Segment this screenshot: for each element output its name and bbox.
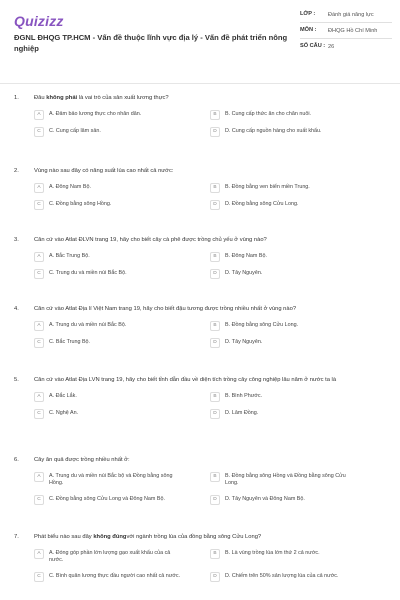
option-letter-badge: C xyxy=(34,127,44,137)
option-text: D. Đồng bằng sông Cửu Long. xyxy=(225,201,299,207)
option-text: D. Tây Nguyên và Đông Nam Bộ. xyxy=(225,495,305,502)
meta-subject-row xyxy=(300,27,392,35)
option-letter-badge: C xyxy=(34,572,44,582)
option-text: C. Đồng bằng sông Hồng. xyxy=(49,201,112,207)
answer-options xyxy=(34,473,386,505)
question-header xyxy=(0,167,400,175)
meta-count-label: SỐ CÂU : xyxy=(300,43,326,49)
option-text: D. Chiếm trên 50% sản lượng lúa của cả nước. xyxy=(225,572,339,579)
answer-options xyxy=(34,253,386,279)
option-text: A. Đóng góp phần lớn lượng gạo xuất khẩu của cả nước. xyxy=(49,550,171,564)
answer-options xyxy=(34,322,386,348)
question-text: Cây ăn quả được trồng nhiều nhất ở: xyxy=(34,457,130,463)
meta-count-value: 26 xyxy=(328,44,335,50)
meta-divider xyxy=(300,38,392,39)
meta-count-row xyxy=(300,43,392,51)
question-2 xyxy=(0,167,400,236)
question-number: 4. xyxy=(14,306,19,312)
option-text: C. Bắc Trung Bộ. xyxy=(49,339,91,345)
option-text: D. Tây Nguyên. xyxy=(225,270,263,276)
option-text: B. Bình Phước. xyxy=(225,393,263,399)
answer-option-b[interactable] xyxy=(210,322,386,331)
question-number: 7. xyxy=(14,534,19,540)
option-text: A. Bắc Trung Bộ. xyxy=(49,253,90,259)
answer-option-a[interactable] xyxy=(34,253,210,262)
answer-option-c[interactable] xyxy=(34,201,210,210)
option-text: C. Nghệ An. xyxy=(49,410,79,416)
question-header xyxy=(0,376,400,384)
meta-divider xyxy=(300,22,392,23)
option-letter-badge: C xyxy=(34,269,44,279)
answer-options xyxy=(34,550,386,582)
question-header xyxy=(0,533,400,541)
option-letter-badge: B xyxy=(210,183,220,193)
option-letter-badge: A xyxy=(34,321,44,331)
option-letter-badge: B xyxy=(210,321,220,331)
question-text: Phát biểu nào sau đây không đúngvới ngành trồng lúa của đồng bằng sông Cửu Long? xyxy=(34,534,262,540)
option-letter-badge: B xyxy=(210,110,220,120)
option-text: C. Đồng bằng sông Cửu Long và Đông Nam Bộ. xyxy=(49,495,165,502)
option-letter-badge: D xyxy=(210,338,220,348)
option-letter-badge: D xyxy=(210,495,220,505)
option-letter-badge: B xyxy=(210,472,220,482)
question-number: 5. xyxy=(14,377,19,383)
option-text: B. Đồng bằng sông Cửu Long. xyxy=(225,322,299,328)
question-3 xyxy=(0,236,400,305)
question-text: Căn cứ vào Atlat Địa lí Việt Nam trang 19, hãy cho biết đậu tương được trồng nhiều nhất ở vùng nào? xyxy=(34,306,297,312)
option-text: C. Bình quân lương thực đầu người cao nhất cả nước. xyxy=(49,572,181,579)
answer-option-c[interactable] xyxy=(34,128,210,137)
question-header xyxy=(0,236,400,244)
answer-option-c[interactable] xyxy=(34,496,210,505)
question-header xyxy=(0,94,400,102)
question-number: 2. xyxy=(14,168,19,174)
option-text: A. Trung du và miền núi Bắc bộ và Đồng bằng sông Hồng. xyxy=(49,473,173,487)
option-text: D. Tây Nguyên. xyxy=(225,339,263,345)
answer-option-c[interactable] xyxy=(34,573,210,582)
answer-option-b[interactable] xyxy=(210,111,386,120)
option-letter-badge: D xyxy=(210,269,220,279)
answer-option-d[interactable] xyxy=(210,270,386,279)
meta-subject-value: ĐHQG Hồ Chí Minh xyxy=(328,28,378,34)
answer-option-d[interactable] xyxy=(210,496,386,505)
option-text: D. Cung cấp nguồn hàng cho xuất khẩu. xyxy=(225,128,322,134)
option-text: C. Cung cấp lâm sản. xyxy=(49,128,101,134)
option-text: A. Đông Nam Bộ. xyxy=(49,184,91,190)
answer-options xyxy=(34,393,386,419)
worksheet-title: ĐGNL ĐHQG TP.HCM - Vấn đề thuộc lĩnh vực địa lý - Vấn đề phát triển nông nghiệp xyxy=(14,33,288,53)
question-number: 6. xyxy=(14,457,19,463)
question-number: 1. xyxy=(14,95,19,101)
answer-option-b[interactable] xyxy=(210,253,386,262)
quizizz-logo: Quizizz xyxy=(14,13,64,29)
option-text: B. Là vùng trồng lúa lớn thứ 2 cả nước. xyxy=(225,550,320,556)
meta-subject-label: MÔN : xyxy=(300,27,317,33)
option-text: B. Cung cấp thức ăn cho chăn nuôi. xyxy=(225,111,312,117)
option-letter-badge: A xyxy=(34,472,44,482)
meta-class-row xyxy=(300,11,392,19)
answer-option-a[interactable] xyxy=(34,111,210,120)
option-text: D. Lâm Đồng. xyxy=(225,410,259,416)
answer-option-d[interactable] xyxy=(210,410,386,419)
option-letter-badge: D xyxy=(210,200,220,210)
option-letter-badge: B xyxy=(210,549,220,559)
answer-option-b[interactable] xyxy=(210,473,386,488)
option-letter-badge: A xyxy=(34,110,44,120)
question-text: Vùng nào sau đây có năng suất lúa cao nhất cả nước: xyxy=(34,168,174,174)
question-header xyxy=(0,456,400,464)
option-letter-badge: C xyxy=(34,200,44,210)
question-list xyxy=(0,94,400,593)
question-text: Đâu không phải là vai trò của sản xuất lương thực? xyxy=(34,95,169,101)
option-letter-badge: D xyxy=(210,409,220,419)
worksheet-header xyxy=(0,0,400,83)
option-letter-badge: A xyxy=(34,549,44,559)
answer-option-c[interactable] xyxy=(34,270,210,279)
question-number: 3. xyxy=(14,237,19,243)
option-letter-badge: D xyxy=(210,127,220,137)
option-text: B. Đồng bằng sông Hồng và Đồng bằng sông Cửu Long. xyxy=(225,473,346,487)
answer-option-c[interactable] xyxy=(34,410,210,419)
option-letter-badge: C xyxy=(34,338,44,348)
worksheet-meta xyxy=(300,11,392,51)
question-header xyxy=(0,305,400,313)
question-4 xyxy=(0,305,400,376)
option-letter-badge: A xyxy=(34,392,44,402)
question-6 xyxy=(0,456,400,533)
option-letter-badge: B xyxy=(210,252,220,262)
answer-option-d[interactable] xyxy=(210,573,386,582)
option-text: A. Trung du và miền núi Bắc Bộ. xyxy=(49,322,127,328)
answer-option-b[interactable] xyxy=(210,550,386,565)
answer-option-b[interactable] xyxy=(210,393,386,402)
answer-option-d[interactable] xyxy=(210,128,386,137)
option-letter-badge: C xyxy=(34,409,44,419)
answer-option-a[interactable] xyxy=(34,322,210,331)
answer-option-a[interactable] xyxy=(34,550,210,565)
meta-class-value: Đánh giá năng lực xyxy=(328,12,374,18)
option-text: B. Đông Nam Bộ. xyxy=(225,253,267,259)
option-letter-badge: B xyxy=(210,392,220,402)
answer-option-d[interactable] xyxy=(210,201,386,210)
option-text: A. Đắc Lắk. xyxy=(49,393,77,399)
question-text: Căn cứ vào Atlat ĐLVN trang 19, hãy cho biết cây cà phê được trồng chủ yếu ở vùng nào? xyxy=(34,237,267,243)
option-text: C. Trung du và miền núi Bắc Bộ. xyxy=(49,270,127,276)
meta-class-label: LỚP : xyxy=(300,11,316,17)
option-text: A. Đảm bảo lương thực cho nhân dân. xyxy=(49,111,142,117)
answer-option-a[interactable] xyxy=(34,473,210,488)
option-letter-badge: A xyxy=(34,252,44,262)
answer-options xyxy=(34,111,386,137)
question-5 xyxy=(0,376,400,456)
option-text: B. Đồng bằng ven biển miền Trung. xyxy=(225,184,310,190)
option-letter-badge: C xyxy=(34,495,44,505)
question-7 xyxy=(0,533,400,593)
header-divider xyxy=(0,83,400,84)
answer-option-a[interactable] xyxy=(34,393,210,402)
question-1 xyxy=(0,94,400,167)
answer-options xyxy=(34,184,386,210)
question-text: Căn cứ vào Atlat Địa LVN trang 19, hãy cho biết tỉnh dẫn đầu về diện tích trồng cây công nghiệp lâu năm ở nước ta là xyxy=(34,377,337,383)
answer-option-b[interactable] xyxy=(210,184,386,193)
option-letter-badge: A xyxy=(34,183,44,193)
option-letter-badge: D xyxy=(210,572,220,582)
answer-option-d[interactable] xyxy=(210,339,386,348)
answer-option-c[interactable] xyxy=(34,339,210,348)
answer-option-a[interactable] xyxy=(34,184,210,193)
